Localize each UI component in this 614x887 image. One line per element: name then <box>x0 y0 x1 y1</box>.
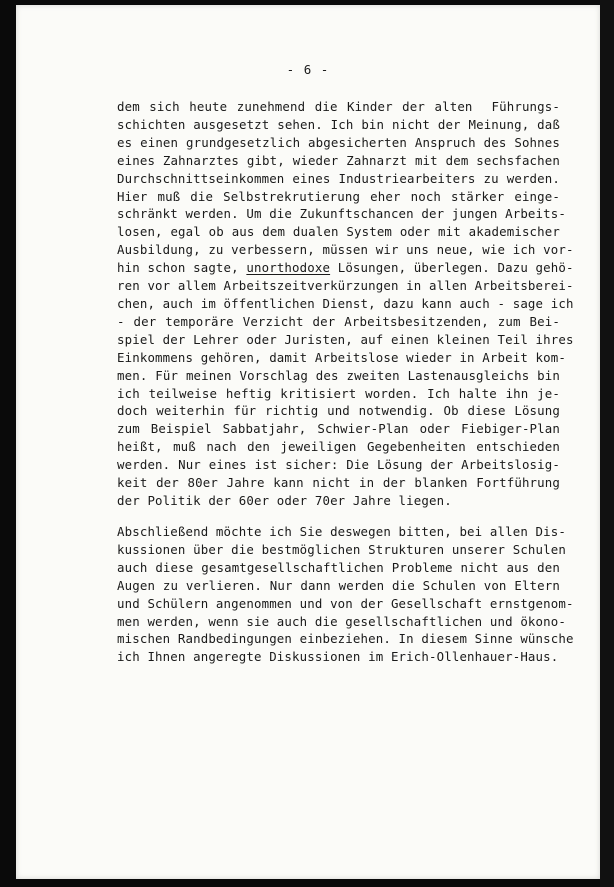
page-number: - 6 - <box>286 62 330 77</box>
text-line: chen, auch im öffentlichen Dienst, dazu kann auch - sage ich <box>117 295 574 311</box>
text-line: der Politik der 60er oder 70er Jahre liegen. <box>117 492 452 508</box>
text-line: keit der 80er Jahre kann nicht in der blanken Fortführung <box>117 475 560 491</box>
text-line: dem sich heute zunehmend die Kinder der alten Führungs- <box>117 99 560 114</box>
text-line: men werden, wenn sie auch die gesellschaftlichen und ökono- <box>117 613 566 629</box>
text-line: heißt, muß nach den jeweiligen Gegebenheiten entschieden <box>117 439 560 455</box>
text-line: werden. Nur eines ist sicher: Die Lösung der Arbeitslosig- <box>117 457 560 473</box>
text-line-with-underline <box>117 259 574 277</box>
text-line: zum Beispiel Sabbatjahr, Schwier-Plan oder Fiebiger-Plan <box>117 421 560 437</box>
text-line: schränkt werden. Um die Zukunftschancen der jungen Arbeits- <box>117 206 566 222</box>
paragraph-1 <box>117 98 574 510</box>
text-line: Ausbildung, zu verbessern, müssen wir uns neue, wie ich vor- <box>117 242 574 258</box>
paragraph-2 <box>117 523 574 666</box>
text-line: und Schülern angenommen und von der Gesellschaft ernstgenom- <box>117 595 574 611</box>
text-line: ren vor allem Arbeitszeitverkürzungen in allen Arbeitsberei- <box>117 278 574 294</box>
text-line: auch diese gesamtgesellschaftlichen Probleme nicht aus den <box>117 559 560 575</box>
text-segment: Lösungen, überlegen. Dazu gehö- <box>330 260 574 276</box>
scan-border <box>600 0 614 887</box>
text-line: ich Ihnen angeregte Diskussionen im Erich-Ollenhauer-Haus. <box>117 649 559 665</box>
text-line: mischen Randbedingungen einbeziehen. In diesem Sinne wünsche <box>117 631 574 647</box>
text-line: losen, egal ob aus dem dualen System oder mit akademischer <box>117 224 560 240</box>
text-line: spiel der Lehrer oder Juristen, auf einen kleinen Teil ihres <box>117 331 574 347</box>
text-line: kussionen über die bestmöglichen Strukturen unserer Schulen <box>117 541 566 557</box>
document-page <box>16 5 600 879</box>
text-line: - der temporäre Verzicht der Arbeitsbesitzenden, zum Bei- <box>117 313 560 329</box>
text-line: Augen zu verlieren. Nur dann werden die Schulen von Eltern <box>117 577 560 593</box>
text-line: Hier muß die Selbstrekrutierung eher noch stärker einge- <box>117 188 560 204</box>
text-line: men. Für meinen Vorschlag des zweiten Lastenausgleichs bin <box>117 367 560 383</box>
text-line: eines Zahnarztes gibt, wieder Zahnarzt mit dem sechsfachen <box>117 152 560 168</box>
text-line: doch weiterhin für richtig und notwendig. Ob diese Lösung <box>117 403 560 419</box>
text-line: ich teilweise heftig kritisiert worden. Ich halte ihn je- <box>117 385 560 401</box>
underlined-word: unorthodoxe <box>246 260 331 276</box>
text-segment: hin schon sagte, <box>117 260 247 276</box>
text-line: schichten ausgesetzt sehen. Ich bin nicht der Meinung, daß <box>117 116 560 132</box>
text-line: Durchschnittseinkommen eines Industriearbeiters zu werden. <box>117 170 560 186</box>
text-line: es einen grundgesetzlich abgesicherten Anspruch des Sohnes <box>117 134 560 150</box>
text-line: Einkommens gehören, damit Arbeitslose wieder in Arbeit kom- <box>117 349 566 365</box>
text-line: Abschließend möchte ich Sie deswegen bitten, bei allen Dis- <box>117 524 566 539</box>
